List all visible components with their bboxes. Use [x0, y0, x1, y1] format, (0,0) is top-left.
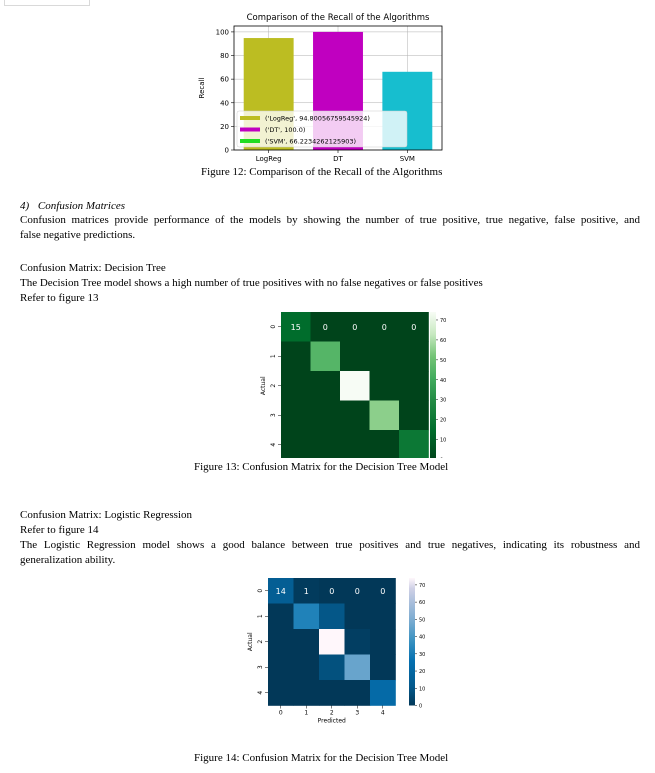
- y-tick-label: 2: [257, 639, 264, 644]
- cell-value-label: 15: [290, 322, 301, 332]
- heatmap-cell: [281, 371, 311, 401]
- x-tick-label: 4: [380, 709, 385, 717]
- cell-value-label: 0: [322, 322, 328, 332]
- colorbar-tick-label: 50: [440, 357, 447, 364]
- colorbar: [430, 312, 436, 458]
- heatmap-cell: [294, 604, 320, 630]
- y-tick-label: 1: [257, 614, 264, 619]
- colorbar-tick-label: 70: [419, 582, 426, 589]
- dt-title: Confusion Matrix: Decision Tree: [20, 262, 166, 274]
- lr-title: Confusion Matrix: Logistic Regression: [20, 509, 193, 521]
- section-heading: [20, 199, 640, 214]
- colorbar: [409, 578, 415, 706]
- cell-value-label: 0: [380, 586, 386, 596]
- heatmap-cell: [268, 655, 294, 681]
- heatmap-cell: [340, 371, 370, 401]
- cell-value-label: 0: [352, 322, 358, 332]
- dt-block: [20, 261, 640, 306]
- colorbar-tick-label: 10: [440, 437, 447, 444]
- colorbar-tick-label: 60: [419, 600, 426, 607]
- lr-confusion-matrix: [246, 574, 456, 752]
- colorbar-tick-label: [440, 458, 443, 459]
- x-tick-label: SVM: [399, 155, 415, 163]
- heatmap-cell: [345, 629, 371, 655]
- x-tick-label: LogReg: [255, 155, 282, 163]
- recall-bar-chart: [190, 8, 450, 168]
- y-tick-label: 3: [257, 665, 264, 670]
- heatmap-cell: [294, 655, 320, 681]
- legend-swatch: [240, 128, 260, 132]
- heatmap-cell: [370, 680, 396, 706]
- y-tick-label: 80: [220, 52, 229, 61]
- cell-value-label: 14: [275, 586, 286, 596]
- section-intro: [20, 213, 640, 243]
- dt-body: The Decision Tree model shows a high number of true positives with no false negatives or false positives: [20, 277, 483, 289]
- cell-value-label: 0: [354, 586, 360, 596]
- intro-line-1: Confusion matrices provide performance of the models by showing the number of true positive, true negative, false positive, and: [20, 214, 640, 226]
- y-tick-label: 3: [270, 413, 277, 418]
- heatmap-cell: [340, 401, 370, 431]
- colorbar-tick-label: 30: [419, 651, 426, 658]
- colorbar-tick-label: 40: [440, 377, 447, 384]
- heatmap-cell: [399, 371, 429, 401]
- cell-value-label: 0: [411, 322, 417, 332]
- heatmap-cell: [281, 401, 311, 431]
- y-tick-label: 1: [270, 354, 277, 359]
- y-axis-label: Actual: [260, 376, 267, 396]
- y-tick-label: 40: [220, 99, 229, 108]
- y-tick-label: 100: [215, 28, 229, 37]
- heatmap-cell: [311, 401, 341, 431]
- heatmap-cell: [268, 604, 294, 630]
- colorbar-tick-label: 20: [419, 669, 426, 676]
- dt-confusion-matrix: [250, 312, 460, 458]
- y-tick-label: 0: [270, 324, 277, 329]
- y-tick-label: 4: [257, 690, 264, 695]
- intro-line-2: false negative predictions.: [20, 229, 136, 241]
- x-tick-label: 1: [304, 709, 309, 717]
- heatmap-cell: [370, 629, 396, 655]
- heatmap-cell: [281, 342, 311, 372]
- heatmap-cell: [319, 680, 345, 706]
- figure12-caption: Figure 12: Comparison of the Recall of the Algorithms: [201, 166, 443, 178]
- legend-swatch: [240, 139, 260, 143]
- heatmap-cell: [345, 680, 371, 706]
- y-axis-label: Recall: [198, 77, 206, 99]
- x-tick-label: 0: [278, 709, 283, 717]
- heatmap-cell: [311, 371, 341, 401]
- heatmap-cell: [340, 342, 370, 372]
- chart-title: Comparison of the Recall of the Algorithms: [246, 13, 430, 23]
- heatmap-cell: [370, 342, 400, 372]
- y-tick-label: 20: [220, 122, 229, 131]
- heatmap-cell: [311, 342, 341, 372]
- lr-ref: Refer to figure 14: [20, 524, 99, 536]
- heatmap-cell: [345, 655, 371, 681]
- heatmap-cell: [399, 342, 429, 372]
- colorbar-tick-label: 60: [440, 337, 447, 344]
- heatmap-cell: [294, 680, 320, 706]
- colorbar-tick-label: 0: [419, 703, 423, 710]
- colorbar-tick-label: 30: [440, 397, 447, 404]
- heatmap-cell: [370, 371, 400, 401]
- legend-label: ('LogReg', 94.80056759545924): [265, 114, 370, 123]
- lr-body-line-2: generalization ability.: [20, 554, 116, 566]
- colorbar-tick-label: 10: [419, 686, 426, 693]
- x-tick-label: 2: [329, 709, 334, 717]
- heatmap-cell: [370, 430, 400, 458]
- heatmap-cell: [319, 629, 345, 655]
- colorbar-tick-label: 50: [419, 617, 426, 624]
- y-axis-label: Actual: [247, 632, 254, 652]
- heatmap-cell: [370, 604, 396, 630]
- colorbar-tick-label: 20: [440, 417, 447, 424]
- colorbar-tick-label: 70: [440, 317, 447, 324]
- legend-swatch: [240, 116, 260, 120]
- x-tick-label: DT: [333, 155, 343, 163]
- x-axis-label: Predicted: [317, 717, 346, 725]
- heatmap-cell: [399, 401, 429, 431]
- heatmap-cell: [370, 401, 400, 431]
- cell-value-label: 1: [303, 586, 309, 596]
- y-tick-label: 4: [270, 442, 277, 447]
- heatmap-cell: [319, 655, 345, 681]
- legend-label: ('SVM', 66.2234262125903): [265, 137, 357, 146]
- heatmap-cell: [281, 430, 311, 458]
- y-tick-label: 2: [270, 383, 277, 388]
- figure14-caption: Figure 14: Confusion Matrix for the Decision Tree Model: [194, 752, 449, 764]
- heatmap-cell: [319, 604, 345, 630]
- section-number: 4): [20, 200, 30, 212]
- heatmap-cell: [345, 604, 371, 630]
- legend-label: ('DT', 100.0): [265, 126, 306, 134]
- heatmap-cell: [340, 430, 370, 458]
- cell-value-label: 0: [329, 586, 335, 596]
- dt-ref: Refer to figure 13: [20, 292, 99, 304]
- figure13-caption: Figure 13: Confusion Matrix for the Decision Tree Model: [194, 461, 449, 473]
- x-tick-label: 3: [355, 709, 360, 717]
- heatmap-cell: [370, 655, 396, 681]
- section-title: Confusion Matrices: [37, 200, 126, 212]
- heatmap-cell: [311, 430, 341, 458]
- top-frame-fragment: [4, 0, 90, 6]
- lr-body-line-1: The Logistic Regression model shows a good balance between true positives and true negatives, indicating its robustness and: [20, 539, 640, 551]
- cell-value-label: 0: [381, 322, 387, 332]
- chart-legend: [237, 111, 407, 147]
- y-tick-label: 0: [257, 588, 264, 593]
- heatmap-cell: [399, 430, 429, 458]
- y-tick-label: 60: [220, 75, 229, 84]
- heatmap-cell: [268, 629, 294, 655]
- lr-block: [20, 508, 640, 568]
- heatmap-cell: [294, 629, 320, 655]
- colorbar-tick-label: 40: [419, 634, 426, 641]
- y-tick-label: 0: [224, 146, 229, 155]
- heatmap-cell: [268, 680, 294, 706]
